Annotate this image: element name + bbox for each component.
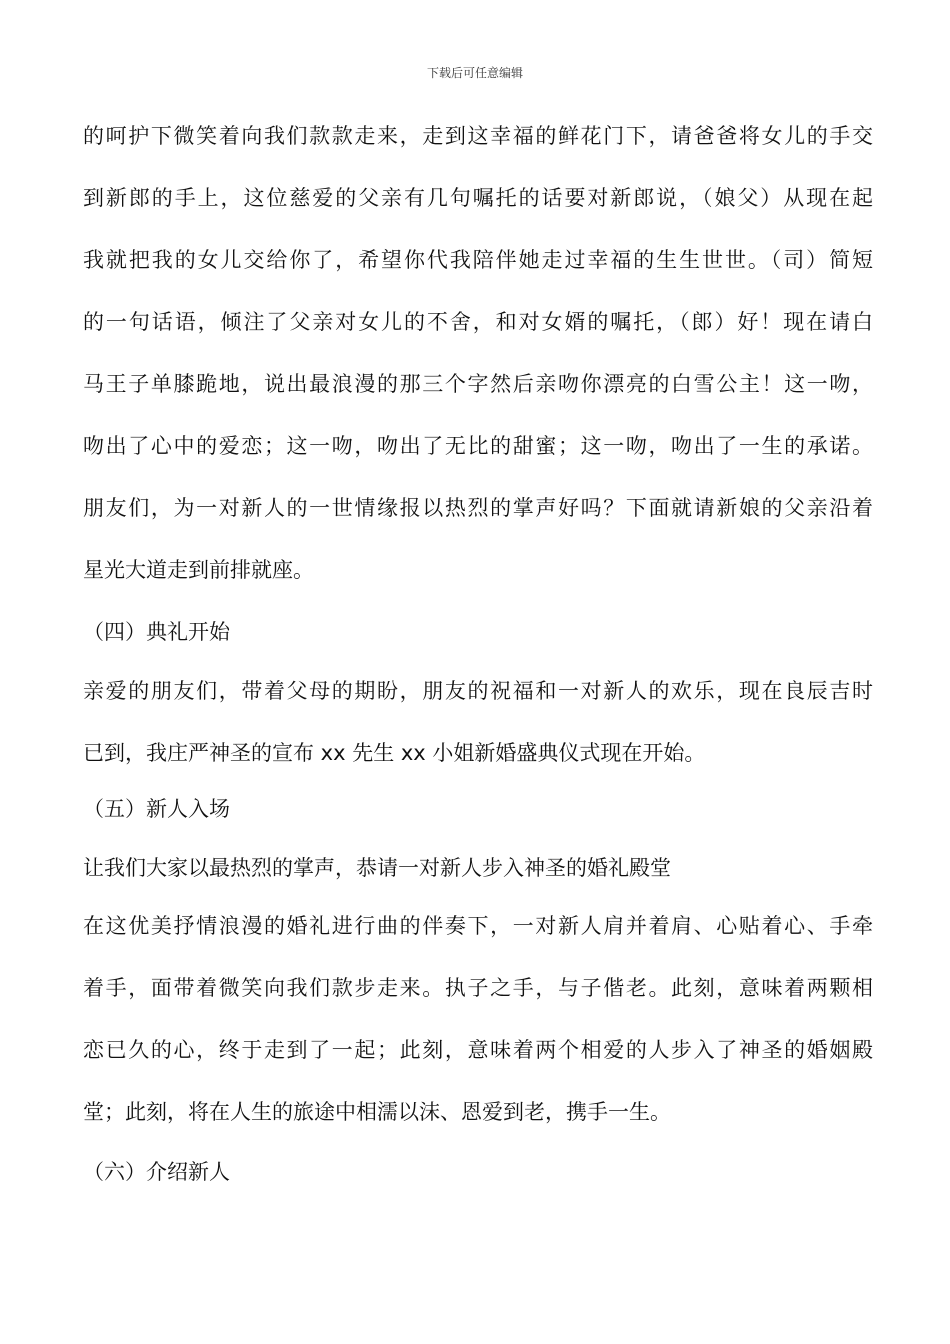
paragraph-wedding-march: [83, 911, 873, 1128]
text-line: 在这优美抒情浪漫的婚礼进行曲的伴奏下，一对新人肩并着肩、心贴着心、手牵: [83, 914, 873, 938]
text-line: 到新郎的手上，这位慈爱的父亲有几句嘱托的话要对新郎说，（娘父）从现在起: [83, 186, 873, 210]
text-line: 的一句话语，倾注了父亲对女儿的不舍，和对女婿的嘱托，（郎）好！现在请白: [83, 310, 873, 334]
text-line: 马王子单膝跪地，说出最浪漫的那三个字然后亲吻你漂亮的白雪公主！这一吻，: [83, 372, 873, 396]
text-line: 着手，面带着微笑向我们款步走来。执子之手，与子偕老。此刻，意味着两颗相: [83, 976, 873, 1000]
text-line: 星光大道走到前排就座。: [83, 558, 314, 582]
text-line: 的呵护下微笑着向我们款款走来，走到这幸福的鲜花门下，请爸爸将女儿的手交: [83, 124, 873, 148]
text-line: 我就把我的女儿交给你了，希望你代我陪伴她走过幸福的生生世世。（司）简短: [83, 248, 873, 272]
section-heading-couple-entrance: [83, 794, 873, 825]
page-header-note: 下载后可任意编辑: [426, 66, 523, 80]
section-heading-introduce-couple: [83, 1157, 873, 1188]
text-line: 亲爱的朋友们，带着父母的期盼，朋友的祝福和一对新人的欢乐，现在良辰吉时: [83, 679, 873, 703]
heading-text: （四）典礼开始: [83, 620, 230, 644]
heading-text: （六）介绍新人: [83, 1160, 230, 1184]
section-heading-ceremony-start: [83, 617, 873, 648]
text-line: 吻出了心中的爱恋；这一吻，吻出了无比的甜蜜；这一吻，吻出了一生的承诺。: [83, 434, 873, 458]
text-line: 朋友们，为一对新人的一世情缘报以热烈的掌声好吗？下面就请新娘的父亲沿着: [83, 496, 873, 520]
text-line: 堂；此刻，将在人生的旅途中相濡以沫、恩爱到老，携手一生。: [83, 1100, 671, 1124]
paragraph-applause: [83, 853, 873, 884]
text-line: 恋已久的心，终于走到了一起；此刻，意味着两个相爱的人步入了神圣的婚姻殿: [83, 1038, 873, 1062]
text-line: 已到，我庄严神圣的宣布 xx 先生 xx 小姐新婚盛典仪式现在开始。: [83, 741, 706, 765]
text-line: 让我们大家以最热烈的掌声，恭请一对新人步入神圣的婚礼殿堂: [83, 856, 671, 880]
paragraph-father-handover: [83, 121, 873, 586]
paragraph-ceremony-start: [83, 676, 873, 769]
heading-text: （五）新人入场: [83, 797, 230, 821]
